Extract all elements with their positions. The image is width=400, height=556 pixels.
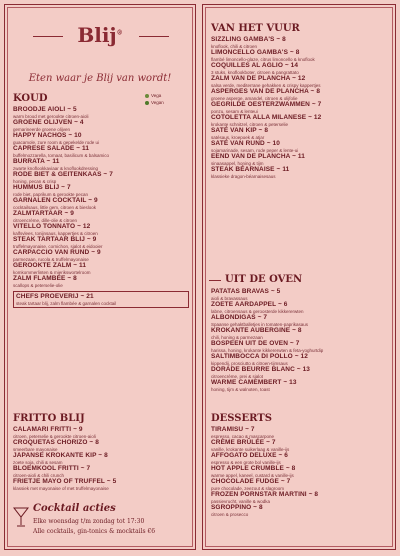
menu-item-name: FROZEN PORNSTAR MARTINI ~ 8 <box>211 491 319 498</box>
menu-item-name: COQUILLES AL AGLIO ~ 14 <box>211 62 299 69</box>
menu-item-name: SIZZLING GAMBA'S ~ 8 <box>211 36 286 43</box>
menu-item <box>13 426 189 439</box>
fritto-list <box>13 426 189 491</box>
menu-item-name: ZOETE AARDAPPEL ~ 6 <box>211 301 288 308</box>
menu-item <box>211 491 389 504</box>
menu-item <box>13 119 189 132</box>
menu-left-panel <box>4 4 196 550</box>
menu-item-name: AFFOGATO DELUXE ~ 6 <box>211 452 288 459</box>
menu-item <box>211 101 389 114</box>
menu-item-description: sinaasappel, honing & tijm <box>211 160 264 166</box>
menu-item <box>211 140 389 153</box>
vuur-list <box>211 36 389 179</box>
menu-item-description: sojamarinade, sesam, rode peper & lente-ui <box>211 147 299 153</box>
menu-item <box>211 327 389 340</box>
brand-name: Blij <box>77 23 117 47</box>
menu-item-description: komkommerlinten & mierikswortelroom <box>13 269 91 275</box>
menu-item-name: COTOLETTA ALLA MILANESE ~ 12 <box>211 114 322 121</box>
menu-item-description: honing, pecan & crisp <box>13 178 57 184</box>
menu-item <box>13 275 189 288</box>
menu-item-description: ponzu, sesam & lenteui <box>211 108 258 114</box>
menu-item-description: rode biet, paprikum & gerookte pecan <box>13 191 89 197</box>
menu-item <box>211 379 389 392</box>
menu-item <box>13 452 189 465</box>
menu-item-name: KROKANTE AUBERGINE ~ 8 <box>211 327 302 334</box>
menu-item-name: HOT APPLE CRUMBLE ~ 8 <box>211 465 296 472</box>
menu-item-description: cocktailsaus, little gem, citroen & bieslook <box>13 204 97 210</box>
menu-item <box>211 340 389 353</box>
oven-list <box>211 288 389 392</box>
menu-item-description: flambé limoncello-glaze, citrus limoncello & knoflook <box>211 56 315 62</box>
section-title-fritto: FRITTO BLIJ <box>13 413 85 424</box>
menu-item-description: klassiek met mayonaise of met truffelmayonaise <box>13 485 109 491</box>
leaf-icon <box>145 101 149 105</box>
menu-item <box>13 249 189 262</box>
desserts-list <box>211 426 389 517</box>
menu-item-name: BURRATA ~ 11 <box>13 158 60 165</box>
section-title-oven: UIT DE OVEN <box>225 274 303 285</box>
logo-rule-right <box>139 36 169 37</box>
menu-item-description: warme appel, kaneel, custard & vanille-ijs <box>211 472 294 478</box>
legend <box>145 93 164 105</box>
menu-item-description: salsa verde, mediterrane gehakken & crispy kappertjes <box>211 82 321 88</box>
menu-item-description: knoflook, chili & citroen <box>211 43 258 49</box>
menu-item-description: 3 stuks, knoflookboter, citroen & pangrattato <box>211 69 299 75</box>
menu-page <box>4 4 396 552</box>
menu-item-name: CHOCOLADE FUDGE ~ 7 <box>211 478 291 485</box>
menu-item <box>211 88 389 101</box>
cocktail-glass-icon <box>13 506 29 528</box>
menu-item-name: WARME CAMEMBERT ~ 13 <box>211 379 297 386</box>
menu-item <box>13 184 189 197</box>
menu-item-name: HUMMUS BLIJ ~ 7 <box>13 184 71 191</box>
menu-item-description: gemarineerde groene olijven <box>13 126 71 132</box>
menu-right-panel <box>202 4 396 550</box>
koud-list <box>13 106 189 308</box>
menu-item-name: FRIETJE MAYO OF TRUFFEL ~ 5 <box>13 478 117 485</box>
menu-item-description: labne, citroensaus & geroosterde kikkererwten <box>211 308 304 314</box>
cocktail-line-2: Alle cocktails, gin-tonics & mocktails €6 <box>33 528 156 535</box>
menu-item <box>13 262 189 275</box>
menu-item-description: citroen & prosecco <box>211 511 249 517</box>
menu-item-name: ASPERGES VAN DE PLANCHA ~ 8 <box>211 88 321 95</box>
menu-item-description: harissa, honing, krokante kikkererwten & feta-yoghurtdip <box>211 347 324 353</box>
legend-vegan-label: Vegan <box>151 100 164 105</box>
menu-item <box>211 127 389 140</box>
menu-item-description: zwarte knoflookkaviaar & knoflookdressing <box>13 165 99 171</box>
menu-item-name: GROENE OLIJVEN ~ 4 <box>13 119 84 126</box>
menu-item <box>13 132 189 145</box>
menu-item-name: RODE BIET & GEITENKAAS ~ 7 <box>13 171 113 178</box>
menu-item-description: Spaanse gehaktballetjes in tomaten-paprikasaus <box>211 321 309 327</box>
menu-item-name: CROQUETAS CHORIZO ~ 8 <box>13 439 99 446</box>
menu-item-name: CRÈME BRÛLÉE ~ 7 <box>211 439 276 446</box>
menu-item-description: espresso, cacao & mascarpone <box>211 433 275 439</box>
menu-item <box>211 49 389 62</box>
menu-item-description: groene asperge, amandel, citroen & olijfolie <box>211 95 298 101</box>
menu-item <box>13 158 189 171</box>
menu-item-name: EEND VAN DE PLANCHA ~ 11 <box>211 153 305 160</box>
menu-item-name: ZALMTARTAAR ~ 9 <box>13 210 75 217</box>
tagline: Eten waar je Blij van wordt! <box>28 73 172 84</box>
legend-vega <box>145 93 164 98</box>
menu-item <box>211 75 389 88</box>
menu-item <box>211 288 389 301</box>
menu-item-name: GEGRILDE OESTERZWAMMEN ~ 7 <box>211 101 322 108</box>
menu-item-description: steak tartaar blij, zalm flambée & garnalen cocktail <box>16 300 117 306</box>
menu-item-name: CALAMARI FRITTI ~ 9 <box>13 426 83 433</box>
menu-item <box>211 426 389 439</box>
menu-item <box>211 62 389 75</box>
menu-item <box>13 236 189 249</box>
menu-item-name: SATÉ VAN RUND ~ 10 <box>211 140 280 147</box>
menu-item <box>211 153 389 166</box>
menu-item-description: passievrucht, vanille & wodka <box>211 498 271 504</box>
menu-item-name: ZALM VAN DE PLANCHA ~ 12 <box>211 75 306 82</box>
section-title-koud: KOUD <box>13 93 48 104</box>
leaf-icon <box>145 94 149 98</box>
menu-item-description: honing, tijm & walnoten, toast <box>211 386 270 392</box>
legend-vega-label: Vega <box>151 93 162 98</box>
menu-item <box>211 314 389 327</box>
menu-item-name: STEAK BÉARNAISE ~ 11 <box>211 166 290 173</box>
cocktail-line-1: Elke woensdag t/m zondag tot 17:30 <box>33 518 145 525</box>
menu-item <box>211 301 389 314</box>
menu-item <box>211 478 389 491</box>
menu-item-name: SALTIMBOCCA DI POLLO ~ 12 <box>211 353 308 360</box>
menu-item <box>13 145 189 158</box>
menu-item <box>13 197 189 210</box>
menu-item-description: parmezaan, rucola & truffelmayonaise <box>13 256 89 262</box>
menu-item-name: CARPACCIO VAN RUND ~ 9 <box>13 249 101 256</box>
menu-item-description: smeerbare mayonaise <box>13 446 58 452</box>
menu-item-name: HAPPY NACHOS ~ 10 <box>13 132 82 139</box>
menu-item-name: ALBONDIGAS ~ 7 <box>211 314 268 321</box>
menu-item-description: vanille, krokante suikerlaag & vanille-ijs <box>211 446 290 452</box>
menu-item <box>13 223 189 236</box>
menu-item-name: GEROOKTE ZALM ~ 11 <box>13 262 87 269</box>
menu-item-description: aioli & bravassaus <box>211 295 248 301</box>
menu-item <box>13 210 189 223</box>
menu-item <box>211 439 389 452</box>
menu-item-description: klassieke dragon-béarnaisesaus <box>211 173 276 179</box>
logo-rule-left <box>33 36 63 37</box>
brand-logo <box>60 23 140 47</box>
menu-item <box>211 366 389 379</box>
menu-item-name: SATÉ VAN KIP ~ 8 <box>211 127 269 134</box>
menu-item <box>211 166 389 179</box>
menu-item-name: CHEFS PROEVERIJ ~ 21 <box>16 293 94 300</box>
menu-item-name: STEAK TARTAAR BLIJ ~ 9 <box>13 236 97 243</box>
menu-item-description: citroencrème, prei & sjalot <box>211 373 264 379</box>
menu-item-name: GARNALEN COCKTAIL ~ 9 <box>13 197 98 204</box>
menu-item-description: guacamole, zure room & gepekelde rode ui <box>13 139 100 145</box>
legend-vegan <box>145 100 164 105</box>
menu-item-name: TIRAMISU ~ 7 <box>211 426 255 433</box>
menu-item <box>211 465 389 478</box>
section-rule-left <box>209 280 221 281</box>
menu-item-name: BROODJE AIOLI ~ 5 <box>13 106 77 113</box>
trademark-mark: ® <box>116 29 123 37</box>
menu-item-description: krokante schnitzel, citroen & peterselie <box>211 121 289 127</box>
section-title-desserts: DESSERTS <box>211 413 272 424</box>
menu-item-description: citroen-aioli & chili crunch <box>13 472 65 478</box>
menu-item-description: espresso & een grote bol vanille-ijs <box>211 459 281 465</box>
menu-item <box>13 465 189 478</box>
section-title-vuur: VAN HET VUUR <box>211 23 300 34</box>
menu-item <box>13 439 189 452</box>
menu-item-name: SGROPPINO ~ 8 <box>211 504 263 511</box>
menu-item-name: DORADE BEURRE BLANC ~ 13 <box>211 366 311 373</box>
menu-item-description: scallops & peterselie-olie <box>13 282 63 288</box>
menu-item <box>211 353 389 366</box>
menu-item-description: kippendij, prosciutto & citroen-tijmsaus <box>211 360 288 366</box>
menu-item <box>13 171 189 184</box>
menu-item <box>13 291 189 308</box>
menu-item <box>13 478 189 491</box>
menu-item <box>211 452 389 465</box>
menu-item-name: VITELLO TONNATO ~ 12 <box>13 223 91 230</box>
menu-item-description: kalfsvlees, tonijnsaus, kappertjes & citroen <box>13 230 98 236</box>
menu-item-name: CAPRESE SALADE ~ 11 <box>13 145 90 152</box>
menu-item <box>211 504 389 517</box>
menu-item-name: LIMONCELLO GAMBA'S ~ 8 <box>211 49 300 56</box>
menu-item-description: truffelmayonaise, cornichon, sjalot & eidooier <box>13 243 103 249</box>
menu-item-name: PATATAS BRAVAS ~ 5 <box>211 288 281 295</box>
menu-item-description: citroencrème, dille-olie & citroen <box>13 217 78 223</box>
menu-item-description: pure chocolade, zeezout & slagroom <box>211 485 285 491</box>
menu-item-name: BOSPEEN UIT DE OVEN ~ 7 <box>211 340 300 347</box>
menu-item-description: chili, honing & parmezaan <box>211 334 263 340</box>
menu-item-name: JAPANSE KROKANTE KIP ~ 8 <box>13 452 108 459</box>
menu-item <box>13 106 189 119</box>
menu-item-description: warm brood met gerookte citroen-aioli <box>13 113 89 119</box>
menu-item-description: citroen, peterselie & gerookte citroen-aioli <box>13 433 96 439</box>
cocktail-title: Cocktail acties <box>33 503 116 514</box>
menu-item-description: zoete soja, chili & sesam <box>13 459 63 465</box>
menu-item-name: ZALM FLAMBÉE ~ 8 <box>13 275 77 282</box>
menu-item-description: buffelmozzarella, tomaat, basilicum & balsamico <box>13 152 109 158</box>
menu-item <box>211 36 389 49</box>
menu-item-name: BLOEMKOOL FRITTI ~ 7 <box>13 465 91 472</box>
menu-item-description: satésaus, kroepoek & atjar <box>211 134 265 140</box>
menu-item <box>211 114 389 127</box>
